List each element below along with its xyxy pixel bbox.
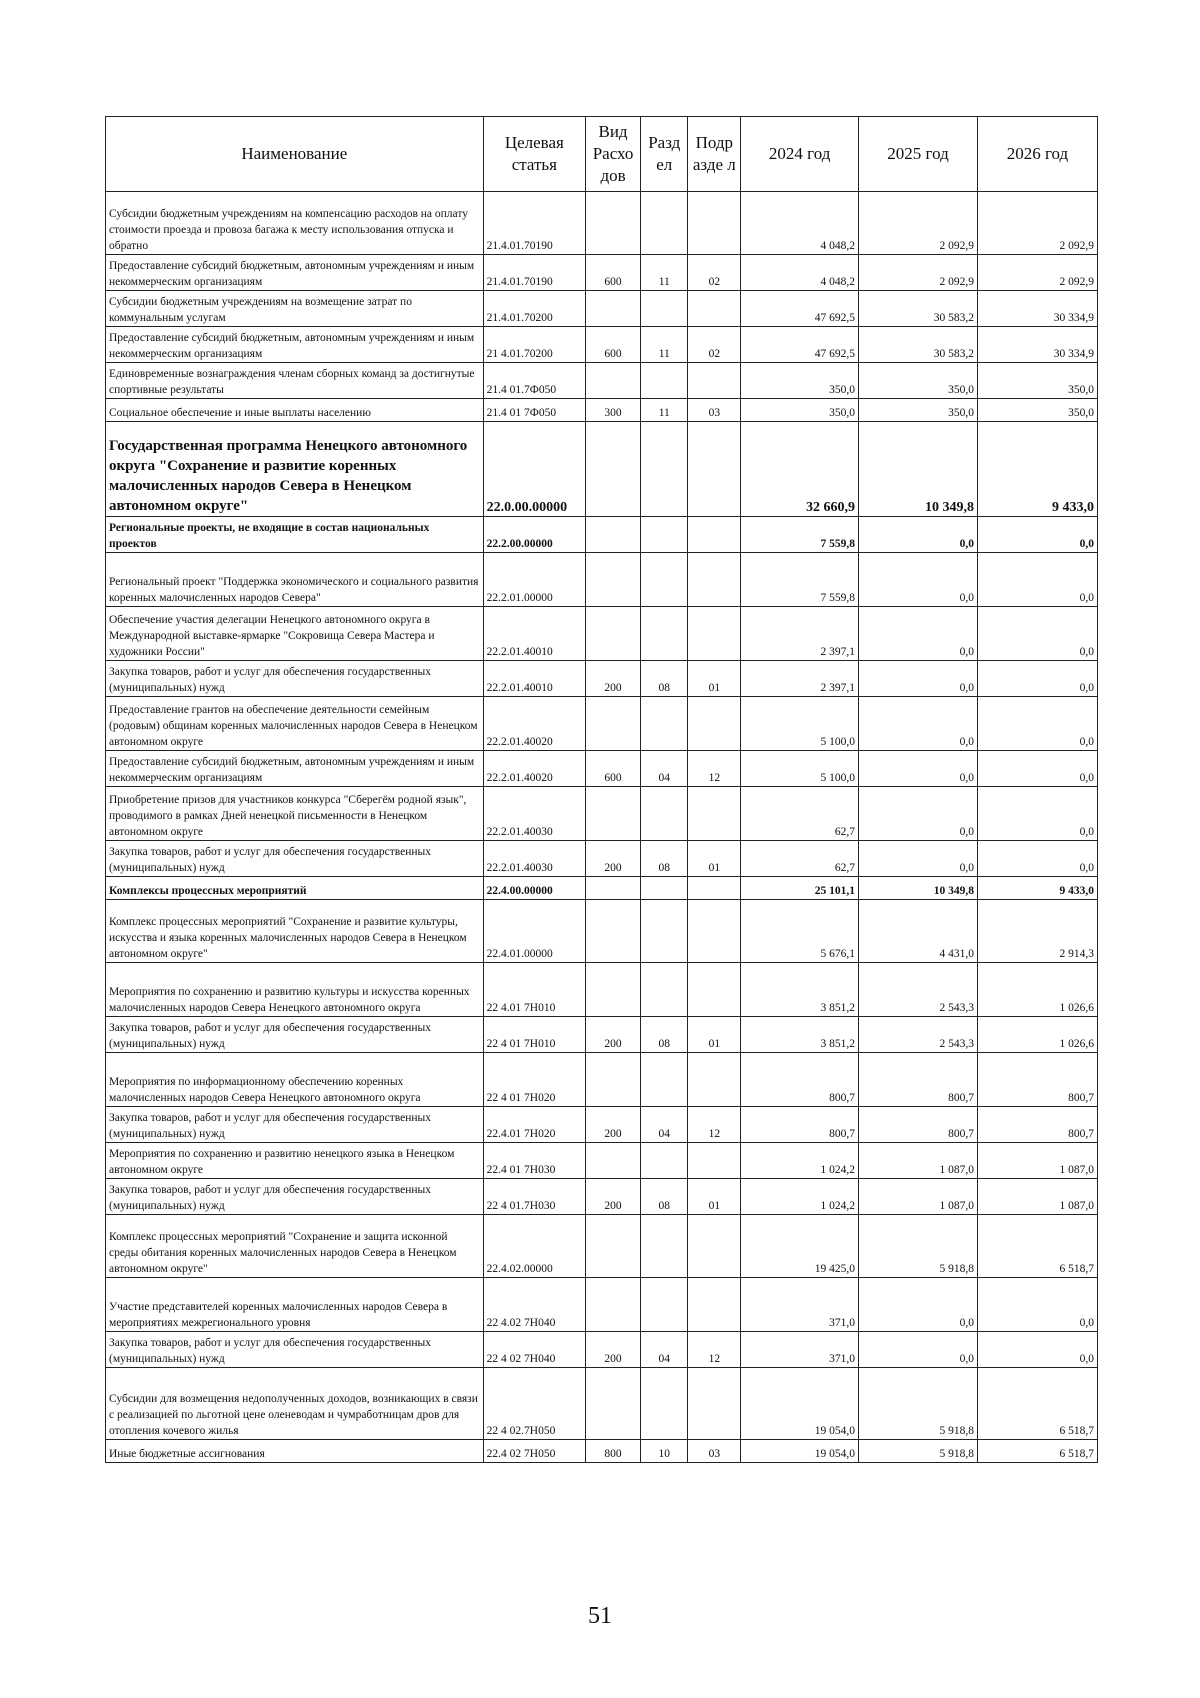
row-section [641, 553, 688, 607]
row-name: Субсидии бюджетным учреждениям на компенсацию расходов на оплату стоимости проезда и провоза багажа к месту использования отпуска и обратно [106, 192, 484, 255]
row-value-2025: 2 092,9 [859, 255, 978, 291]
row-name: Предоставление грантов на обеспечение деятельности семейным (родовым) общинам коренных малочисленных народов Севера в Ненецком автономном округе [106, 697, 484, 751]
row-subsection [688, 1278, 741, 1332]
row-expense-type: 200 [586, 1179, 641, 1215]
row-name: Мероприятия по сохранению и развитию культуры и искусства коренных малочисленных народов Севера Ненецкого автономного округа [106, 963, 484, 1017]
row-value-2024: 2 397,1 [741, 661, 859, 697]
row-name: Обеспечение участия делегации Ненецкого автономного округа в Международной выставке-ярмарке "Сокровища Севера Мастера и художники России" [106, 607, 484, 661]
row-expense-type: 800 [586, 1440, 641, 1463]
table-row [106, 661, 1098, 697]
row-value-2024: 2 397,1 [741, 607, 859, 661]
row-target-code: 21.4 01 7Ф050 [483, 399, 585, 422]
row-subsection [688, 607, 741, 661]
row-target-code: 22 4 01.7Н030 [483, 1179, 585, 1215]
row-value-2026: 30 334,9 [977, 327, 1097, 363]
table-row [106, 1368, 1098, 1440]
table-row [106, 327, 1098, 363]
row-value-2026: 350,0 [977, 363, 1097, 399]
row-value-2025: 10 349,8 [859, 877, 978, 900]
row-target-code: 21.4.01.70190 [483, 255, 585, 291]
row-target-code: 22.2.01.40010 [483, 607, 585, 661]
row-value-2026: 0,0 [977, 1278, 1097, 1332]
row-section [641, 1278, 688, 1332]
row-value-2025: 350,0 [859, 399, 978, 422]
row-value-2024: 1 024,2 [741, 1143, 859, 1179]
row-name: Предоставление субсидий бюджетным, автономным учреждениям и иным некоммерческим организациям [106, 751, 484, 787]
row-expense-type [586, 607, 641, 661]
row-expense-type [586, 1215, 641, 1278]
row-value-2025: 350,0 [859, 363, 978, 399]
row-value-2026: 0,0 [977, 661, 1097, 697]
row-value-2026: 800,7 [977, 1107, 1097, 1143]
row-subsection [688, 553, 741, 607]
row-value-2026: 800,7 [977, 1053, 1097, 1107]
row-value-2025: 10 349,8 [859, 422, 978, 517]
row-value-2024: 19 054,0 [741, 1440, 859, 1463]
table-row [106, 1143, 1098, 1179]
row-value-2024: 32 660,9 [741, 422, 859, 517]
row-value-2025: 0,0 [859, 787, 978, 841]
row-target-code: 21 4.01.70200 [483, 327, 585, 363]
row-target-code: 22.2.01.40030 [483, 787, 585, 841]
row-section [641, 697, 688, 751]
row-section [641, 607, 688, 661]
row-value-2025: 5 918,8 [859, 1215, 978, 1278]
row-name: Закупка товаров, работ и услуг для обеспечения государственных (муниципальных) нужд [106, 1332, 484, 1368]
row-target-code: 22 4.02 7Н040 [483, 1278, 585, 1332]
row-target-code: 21.4.01.70190 [483, 192, 585, 255]
row-value-2026: 9 433,0 [977, 877, 1097, 900]
row-expense-type [586, 1143, 641, 1179]
row-value-2026: 0,0 [977, 553, 1097, 607]
row-expense-type: 600 [586, 327, 641, 363]
row-target-code: 22 4.01 7Н010 [483, 963, 585, 1017]
table-row [106, 291, 1098, 327]
budget-sheet [105, 116, 1098, 1463]
row-value-2026: 1 026,6 [977, 963, 1097, 1017]
table-row [106, 1215, 1098, 1278]
row-target-code: 21.4 01.7Ф050 [483, 363, 585, 399]
row-expense-type: 200 [586, 1017, 641, 1053]
row-value-2026: 9 433,0 [977, 422, 1097, 517]
row-value-2026: 6 518,7 [977, 1368, 1097, 1440]
row-target-code: 22.2.01.40030 [483, 841, 585, 877]
table-row [106, 607, 1098, 661]
header-2025: 2025 год [859, 117, 978, 192]
row-subsection: 01 [688, 661, 741, 697]
row-subsection: 03 [688, 1440, 741, 1463]
page-number: 51 [588, 1603, 612, 1629]
row-subsection [688, 1143, 741, 1179]
row-target-code: 22.4 01 7Н030 [483, 1143, 585, 1179]
header-section: Разд ел [641, 117, 688, 192]
row-name: Закупка товаров, работ и услуг для обеспечения государственных (муниципальных) нужд [106, 841, 484, 877]
row-section [641, 900, 688, 963]
row-value-2026: 2 092,9 [977, 192, 1097, 255]
row-value-2024: 3 851,2 [741, 1017, 859, 1053]
row-section [641, 192, 688, 255]
row-value-2025: 5 918,8 [859, 1368, 978, 1440]
row-name: Субсидии бюджетным учреждениям на возмещение затрат по коммунальным услугам [106, 291, 484, 327]
row-expense-type [586, 1053, 641, 1107]
table-row [106, 1107, 1098, 1143]
row-target-code: 22.4 02 7Н050 [483, 1440, 585, 1463]
row-subsection [688, 517, 741, 553]
row-value-2025: 0,0 [859, 1332, 978, 1368]
row-expense-type: 600 [586, 751, 641, 787]
table-body [106, 192, 1098, 1463]
row-value-2025: 0,0 [859, 1278, 978, 1332]
row-value-2025: 0,0 [859, 751, 978, 787]
row-subsection [688, 787, 741, 841]
row-subsection: 01 [688, 1017, 741, 1053]
row-name: Комплекс процессных мероприятий "Сохранение и защита исконной среды обитания коренных малочисленных народов Севера в Ненецком автономном округе" [106, 1215, 484, 1278]
table-row [106, 517, 1098, 553]
row-name: Субсидии для возмещения недополученных доходов, возникающих в связи с реализацией по льготной цене оленеводам и чумработницам дров для отопления кочевого жилья [106, 1368, 484, 1440]
row-value-2024: 800,7 [741, 1107, 859, 1143]
table-row [106, 1278, 1098, 1332]
row-value-2026: 350,0 [977, 399, 1097, 422]
row-target-code: 22 4 01 7Н020 [483, 1053, 585, 1107]
row-value-2025: 0,0 [859, 607, 978, 661]
row-name: Государственная программа Ненецкого автономного округа "Сохранение и развитие коренных малочисленных народов Севера в Ненецком автономном округе" [106, 422, 484, 517]
budget-table [105, 116, 1098, 1463]
row-subsection [688, 900, 741, 963]
row-name: Региональные проекты, не входящие в состав национальных проектов [106, 517, 484, 553]
row-expense-type [586, 422, 641, 517]
row-subsection: 01 [688, 1179, 741, 1215]
row-name: Единовременные вознаграждения членам сборных команд за достигнутые спортивные результаты [106, 363, 484, 399]
row-subsection [688, 291, 741, 327]
row-section [641, 1143, 688, 1179]
table-row [106, 1179, 1098, 1215]
row-value-2025: 5 918,8 [859, 1440, 978, 1463]
row-value-2026: 0,0 [977, 697, 1097, 751]
row-name: Участие представителей коренных малочисленных народов Севера в мероприятиях межрегионального уровня [106, 1278, 484, 1332]
row-value-2026: 0,0 [977, 1332, 1097, 1368]
row-section [641, 963, 688, 1017]
row-subsection: 12 [688, 751, 741, 787]
row-value-2024: 350,0 [741, 399, 859, 422]
row-name: Закупка товаров, работ и услуг для обеспечения государственных (муниципальных) нужд [106, 1017, 484, 1053]
row-value-2026: 0,0 [977, 517, 1097, 553]
header-subsection: Подр азде л [688, 117, 741, 192]
row-expense-type [586, 517, 641, 553]
row-section: 08 [641, 1017, 688, 1053]
row-name: Закупка товаров, работ и услуг для обеспечения государственных (муниципальных) нужд [106, 1107, 484, 1143]
row-expense-type [586, 1278, 641, 1332]
row-name: Комплексы процессных мероприятий [106, 877, 484, 900]
row-value-2024: 7 559,8 [741, 553, 859, 607]
header-name: Наименование [106, 117, 484, 192]
row-value-2026: 0,0 [977, 787, 1097, 841]
row-subsection [688, 422, 741, 517]
row-value-2024: 47 692,5 [741, 327, 859, 363]
row-section [641, 291, 688, 327]
row-value-2025: 800,7 [859, 1053, 978, 1107]
row-value-2026: 1 087,0 [977, 1179, 1097, 1215]
row-value-2024: 25 101,1 [741, 877, 859, 900]
row-section: 08 [641, 661, 688, 697]
row-value-2026: 6 518,7 [977, 1440, 1097, 1463]
table-row [106, 422, 1098, 517]
row-value-2024: 3 851,2 [741, 963, 859, 1017]
table-row [106, 841, 1098, 877]
row-value-2026: 1 087,0 [977, 1143, 1097, 1179]
row-expense-type [586, 787, 641, 841]
row-expense-type [586, 697, 641, 751]
row-subsection: 02 [688, 255, 741, 291]
row-subsection [688, 1053, 741, 1107]
row-target-code: 22.2.01.40010 [483, 661, 585, 697]
row-section: 10 [641, 1440, 688, 1463]
row-value-2024: 62,7 [741, 787, 859, 841]
row-value-2025: 2 543,3 [859, 1017, 978, 1053]
row-value-2024: 371,0 [741, 1278, 859, 1332]
row-value-2026: 0,0 [977, 751, 1097, 787]
row-section [641, 422, 688, 517]
row-subsection [688, 963, 741, 1017]
row-target-code: 22 4 02.7Н050 [483, 1368, 585, 1440]
row-subsection: 02 [688, 327, 741, 363]
row-target-code: 22.4.01.00000 [483, 900, 585, 963]
row-value-2026: 2 914,3 [977, 900, 1097, 963]
row-value-2025: 1 087,0 [859, 1179, 978, 1215]
row-value-2024: 4 048,2 [741, 255, 859, 291]
header-2026: 2026 год [977, 117, 1097, 192]
header-2024: 2024 год [741, 117, 859, 192]
row-value-2024: 47 692,5 [741, 291, 859, 327]
row-value-2024: 1 024,2 [741, 1179, 859, 1215]
row-value-2024: 7 559,8 [741, 517, 859, 553]
header-type: Вид Расхо дов [586, 117, 641, 192]
row-name: Приобретение призов для участников конкурса "Сберегём родной язык", проводимого в рамках Дней ненецкой письменности в Ненецком автономном округе [106, 787, 484, 841]
row-value-2026: 0,0 [977, 841, 1097, 877]
row-value-2025: 0,0 [859, 697, 978, 751]
row-expense-type: 300 [586, 399, 641, 422]
row-target-code: 22.4.00.00000 [483, 877, 585, 900]
row-value-2025: 4 431,0 [859, 900, 978, 963]
row-name: Региональный проект "Поддержка экономического и социального развития коренных малочисленных народов Севера" [106, 553, 484, 607]
row-value-2024: 350,0 [741, 363, 859, 399]
row-name: Мероприятия по сохранению и развитию ненецкого языка в Ненецком автономном округе [106, 1143, 484, 1179]
row-subsection [688, 192, 741, 255]
row-value-2026: 30 334,9 [977, 291, 1097, 327]
row-section [641, 1215, 688, 1278]
row-expense-type [586, 877, 641, 900]
row-target-code: 22.4.02.00000 [483, 1215, 585, 1278]
row-value-2024: 5 100,0 [741, 697, 859, 751]
row-section [641, 1368, 688, 1440]
row-section: 11 [641, 255, 688, 291]
row-value-2025: 2 092,9 [859, 192, 978, 255]
row-value-2024: 5 100,0 [741, 751, 859, 787]
row-section: 08 [641, 1179, 688, 1215]
row-value-2025: 0,0 [859, 517, 978, 553]
row-subsection [688, 697, 741, 751]
row-target-code: 22 4 02 7Н040 [483, 1332, 585, 1368]
table-row [106, 1017, 1098, 1053]
row-section [641, 787, 688, 841]
table-row [106, 192, 1098, 255]
table-row [106, 697, 1098, 751]
row-expense-type: 200 [586, 841, 641, 877]
row-value-2024: 19 054,0 [741, 1368, 859, 1440]
row-value-2025: 1 087,0 [859, 1143, 978, 1179]
table-row [106, 751, 1098, 787]
row-expense-type [586, 900, 641, 963]
row-target-code: 22.2.01.40020 [483, 697, 585, 751]
row-value-2025: 800,7 [859, 1107, 978, 1143]
row-value-2025: 0,0 [859, 841, 978, 877]
row-target-code: 22.0.00.00000 [483, 422, 585, 517]
table-row [106, 255, 1098, 291]
row-value-2025: 0,0 [859, 661, 978, 697]
row-section: 08 [641, 841, 688, 877]
row-value-2025: 30 583,2 [859, 327, 978, 363]
row-expense-type: 200 [586, 661, 641, 697]
row-value-2025: 2 543,3 [859, 963, 978, 1017]
row-name: Комплекс процессных мероприятий "Сохранение и развитие культуры, искусства и языка коренных малочисленных народов Севера в Ненецком автономном округе" [106, 900, 484, 963]
row-subsection [688, 1368, 741, 1440]
table-row [106, 963, 1098, 1017]
row-section: 04 [641, 751, 688, 787]
row-value-2024: 5 676,1 [741, 900, 859, 963]
row-section [641, 877, 688, 900]
table-row [106, 1053, 1098, 1107]
row-value-2024: 19 425,0 [741, 1215, 859, 1278]
row-expense-type: 200 [586, 1332, 641, 1368]
table-row [106, 900, 1098, 963]
row-value-2024: 371,0 [741, 1332, 859, 1368]
row-expense-type: 600 [586, 255, 641, 291]
row-subsection: 12 [688, 1332, 741, 1368]
row-expense-type [586, 192, 641, 255]
row-value-2026: 2 092,9 [977, 255, 1097, 291]
table-row [106, 399, 1098, 422]
row-expense-type [586, 291, 641, 327]
row-value-2026: 6 518,7 [977, 1215, 1097, 1278]
row-subsection [688, 877, 741, 900]
row-name: Закупка товаров, работ и услуг для обеспечения государственных (муниципальных) нужд [106, 661, 484, 697]
row-target-code: 21.4.01.70200 [483, 291, 585, 327]
table-row [106, 553, 1098, 607]
row-subsection: 12 [688, 1107, 741, 1143]
row-name: Иные бюджетные ассигнования [106, 1440, 484, 1463]
row-value-2024: 62,7 [741, 841, 859, 877]
row-subsection [688, 1215, 741, 1278]
row-section [641, 363, 688, 399]
row-value-2025: 0,0 [859, 553, 978, 607]
row-value-2026: 1 026,6 [977, 1017, 1097, 1053]
table-row [106, 877, 1098, 900]
row-target-code: 22.2.01.40020 [483, 751, 585, 787]
row-subsection: 01 [688, 841, 741, 877]
row-target-code: 22.2.00.00000 [483, 517, 585, 553]
row-expense-type [586, 1368, 641, 1440]
table-row [106, 363, 1098, 399]
table-row [106, 1332, 1098, 1368]
row-section: 04 [641, 1107, 688, 1143]
row-name: Предоставление субсидий бюджетным, автономным учреждениям и иным некоммерческим организациям [106, 327, 484, 363]
row-value-2024: 4 048,2 [741, 192, 859, 255]
table-row [106, 787, 1098, 841]
table-header-row [106, 117, 1098, 192]
row-subsection [688, 363, 741, 399]
row-subsection: 03 [688, 399, 741, 422]
row-target-code: 22.4.01 7Н020 [483, 1107, 585, 1143]
row-section: 04 [641, 1332, 688, 1368]
row-value-2024: 800,7 [741, 1053, 859, 1107]
row-section: 11 [641, 399, 688, 422]
row-expense-type [586, 553, 641, 607]
row-section [641, 517, 688, 553]
row-expense-type [586, 363, 641, 399]
row-section [641, 1053, 688, 1107]
row-value-2026: 0,0 [977, 607, 1097, 661]
row-target-code: 22 4 01 7Н010 [483, 1017, 585, 1053]
row-name: Предоставление субсидий бюджетным, автономным учреждениям и иным некоммерческим организациям [106, 255, 484, 291]
row-name: Мероприятия по информационному обеспечению коренных малочисленных народов Севера Ненецкого автономного округа [106, 1053, 484, 1107]
row-name: Социальное обеспечение и иные выплаты населению [106, 399, 484, 422]
row-target-code: 22.2.01.00000 [483, 553, 585, 607]
row-value-2025: 30 583,2 [859, 291, 978, 327]
row-section: 11 [641, 327, 688, 363]
header-target: Целевая статья [483, 117, 585, 192]
table-row [106, 1440, 1098, 1463]
row-expense-type [586, 963, 641, 1017]
row-expense-type: 200 [586, 1107, 641, 1143]
row-name: Закупка товаров, работ и услуг для обеспечения государственных (муниципальных) нужд [106, 1179, 484, 1215]
